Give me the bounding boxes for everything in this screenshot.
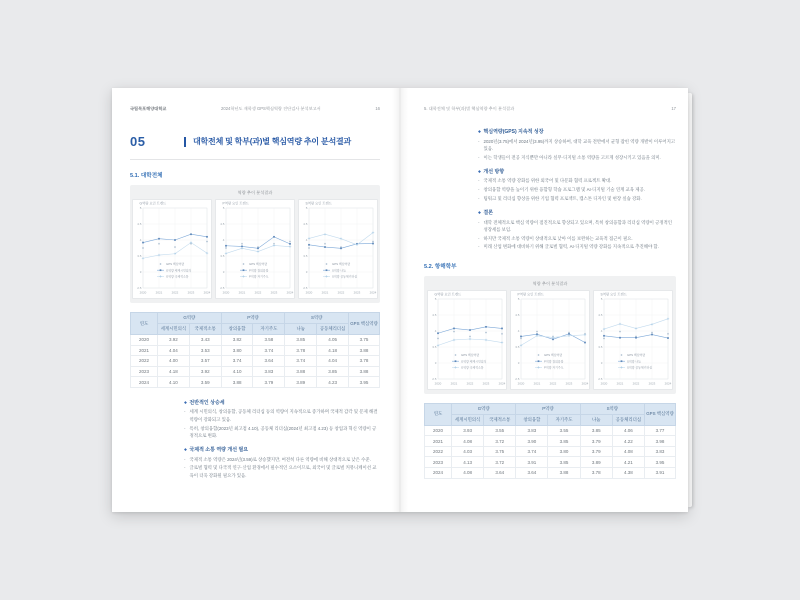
svg-text:P역량 자기주도: P역량 자기주도	[544, 365, 564, 370]
svg-text:3: 3	[517, 360, 520, 365]
score-cell: 3.58	[253, 335, 285, 346]
bullet-section-title: 국제적 소통 역량 개선 필요	[189, 447, 249, 454]
bullet-section	[478, 209, 676, 251]
group-header: G역량	[452, 403, 516, 414]
bullet-section	[478, 168, 676, 202]
table-row	[131, 377, 380, 388]
section-divider-bar	[184, 137, 186, 147]
score-cell: 3.78	[580, 468, 612, 479]
score-cell: 4.13	[452, 457, 484, 468]
trend-subplot-svg	[428, 291, 506, 389]
bullet-section-heading	[478, 168, 676, 175]
dash-bullet-icon: -	[478, 219, 480, 225]
score-cell: 4.05	[317, 335, 349, 346]
score-cell: 3.74	[253, 345, 285, 356]
svg-text:2023: 2023	[482, 381, 490, 386]
svg-text:4.5: 4.5	[515, 312, 520, 317]
competency-score-table	[424, 403, 676, 479]
score-cell: 3.95	[645, 457, 676, 468]
group-header: P역량	[221, 313, 285, 324]
score-cell: 3.80	[548, 446, 580, 457]
section-head	[130, 134, 380, 149]
bullet-section	[478, 128, 676, 161]
score-cell: 4.38	[612, 468, 644, 479]
score-cell: 4.23	[317, 377, 349, 388]
svg-text:2021: 2021	[155, 290, 163, 295]
running-header-left	[130, 106, 380, 112]
score-cell: 4.08	[452, 436, 484, 447]
score-cell: 3.57	[189, 356, 221, 367]
bullet-section-title: 핵심역량(GPS) 지속적 성장	[483, 129, 544, 135]
svg-text:4.5: 4.5	[598, 312, 603, 317]
svg-text:S역량 나눔: S역량 나눔	[332, 268, 346, 273]
bullet-item-text: 특히, 창의융합(2023년 최고점 4.10), 공동체 리더십(2024년 최고점 4.23) 등 창업과 혁신 역량이 긍정적으로 변화.	[189, 425, 377, 438]
svg-text:P역량 자기주도: P역량 자기주도	[249, 274, 269, 279]
svg-text:3.5: 3.5	[515, 344, 520, 349]
svg-text:2.5: 2.5	[432, 376, 437, 381]
score-cell: 4.10	[158, 377, 190, 388]
score-cell: 3.55	[548, 425, 580, 436]
factor-column-header: 공동체리더십	[612, 414, 644, 425]
score-cell: 3.83	[645, 446, 676, 457]
svg-text:G역량 세계시민의식: G역량 세계시민의식	[461, 358, 487, 363]
bullet-item	[478, 195, 676, 202]
trend-subplot-2	[298, 199, 378, 299]
score-cell: 3.79	[253, 377, 285, 388]
dash-bullet-icon: -	[184, 456, 186, 462]
chart-panel-title: 역량 추이 분석결과	[532, 280, 568, 286]
score-cell: 4.08	[612, 446, 644, 457]
score-cell: 2020	[425, 425, 452, 436]
score-cell: 3.74	[516, 446, 548, 457]
svg-text:GPS 핵심역량: GPS 핵심역량	[166, 262, 185, 267]
score-cell: 2022	[425, 446, 452, 457]
score-cell: 4.21	[612, 457, 644, 468]
factor-column-header: 국제적소통	[189, 324, 221, 335]
table-row	[425, 446, 676, 457]
svg-text:P역량 창의융합: P역량 창의융합	[249, 268, 269, 273]
bullet-item-text: 글로벌 협력 및 다국적 연구·산업 환경에서 필수적인 요소이므로, 외국어 및 글로벌 커뮤니케이션 교육이 더욱 강화될 필요가 있음.	[189, 465, 377, 478]
svg-text:2022: 2022	[337, 290, 345, 295]
svg-text:3.5: 3.5	[598, 344, 603, 349]
score-cell: 2020	[131, 335, 158, 346]
bullet-item	[184, 464, 380, 479]
score-cell: 2021	[425, 436, 452, 447]
dash-bullet-icon: -	[184, 409, 186, 415]
score-cell: 4.08	[452, 468, 484, 479]
bullet-section-heading	[184, 399, 380, 406]
table-row	[131, 356, 380, 367]
svg-text:S역량 나눔: S역량 나눔	[627, 358, 641, 363]
group-header: S역량	[285, 313, 349, 324]
score-cell: 3.85	[580, 425, 612, 436]
bullet-item-text: 세계 시민의식, 창의융합, 공동체 리더십 등의 역량이 지속적으로 증가하며 국제적 감각 및 문제 해결 역량이 강화되고 있음.	[189, 409, 378, 422]
trend-subplot-1	[510, 290, 590, 390]
score-cell: 3.82	[221, 335, 253, 346]
score-cell: 3.88	[349, 345, 380, 356]
table-row	[425, 468, 676, 479]
svg-text:4: 4	[600, 328, 603, 333]
svg-text:3: 3	[305, 270, 308, 275]
dash-bullet-icon: -	[478, 187, 480, 193]
score-cell: 3.64	[253, 356, 285, 367]
score-cell: 2023	[131, 366, 158, 377]
svg-text:G역량 세계시민의식: G역량 세계시민의식	[166, 268, 192, 273]
trend-subplot-svg	[133, 200, 211, 298]
svg-text:3: 3	[139, 270, 142, 275]
svg-text:2021: 2021	[533, 381, 541, 386]
score-cell: 3.78	[349, 356, 380, 367]
score-cell: 4.06	[612, 425, 644, 436]
report-title: 2024학년도 재학생 GPS핵심역량 진단검사 분석보고서	[221, 106, 321, 111]
svg-text:P역량 요인 트렌드: P역량 요인 트렌드	[517, 292, 544, 297]
svg-text:2021: 2021	[616, 381, 624, 386]
svg-text:3: 3	[434, 360, 437, 365]
dash-bullet-icon: -	[478, 154, 480, 160]
bullet-item	[478, 219, 676, 234]
factor-column-header: 국제적소통	[484, 414, 516, 425]
score-cell: 4.04	[158, 345, 190, 356]
chart-panel-title: 역량 추이 분석결과	[237, 190, 273, 195]
svg-text:2.5: 2.5	[220, 286, 225, 291]
score-cell: 3.95	[349, 377, 380, 388]
score-cell: 3.78	[285, 345, 317, 356]
bullet-section-heading	[478, 128, 676, 135]
score-cell: 3.85	[285, 335, 317, 346]
trend-chart-panel-navigation	[424, 276, 676, 394]
trend-subplot-0	[132, 199, 212, 299]
svg-text:3.5: 3.5	[303, 254, 308, 259]
factor-column-header: 세계시민의식	[158, 324, 190, 335]
bullet-item	[478, 243, 676, 250]
svg-text:2024: 2024	[581, 381, 589, 386]
svg-text:4: 4	[517, 328, 520, 333]
svg-text:GPS 핵심역량: GPS 핵심역량	[627, 352, 646, 357]
score-cell: 3.79	[580, 436, 612, 447]
score-cell: 3.59	[189, 377, 221, 388]
bullet-section-heading	[184, 446, 380, 453]
svg-text:5: 5	[434, 296, 437, 301]
analysis-bullets-left	[184, 399, 380, 479]
svg-text:2.5: 2.5	[515, 376, 520, 381]
diamond-bullet-icon: ◆	[184, 400, 187, 405]
svg-text:2024: 2024	[664, 381, 672, 386]
svg-text:S역량 공동체리더십: S역량 공동체리더십	[627, 365, 653, 370]
bullet-item	[478, 154, 676, 161]
svg-text:G역량 국제적소통: G역량 국제적소통	[166, 274, 189, 279]
bullet-item-text: 이는 학생들이 전공 지식뿐만 아니라 실무·디지털 소통 역량을 고르게 성장시키고 있음을 의미.	[483, 154, 661, 160]
svg-text:5: 5	[139, 206, 142, 211]
score-cell: 3.88	[349, 366, 380, 377]
score-cell: 3.72	[484, 457, 516, 468]
score-cell: 3.64	[516, 468, 548, 479]
svg-text:S역량 공동체리더십: S역량 공동체리더십	[332, 274, 358, 279]
diamond-bullet-icon: ◆	[478, 129, 481, 134]
svg-text:2022: 2022	[171, 290, 179, 295]
svg-text:5: 5	[222, 206, 225, 211]
bullet-item-text: 미래 산업 변화에 대비하기 위해 글로벌 협력, AI·디지털 역량 강화를 지속적으로 추진해야 함.	[483, 244, 659, 250]
score-cell: 3.90	[516, 436, 548, 447]
table-row	[425, 425, 676, 436]
trend-subplot-svg	[594, 291, 672, 389]
svg-text:2022: 2022	[549, 381, 557, 386]
svg-text:2023: 2023	[648, 381, 656, 386]
score-cell: 3.85	[548, 436, 580, 447]
svg-text:3.5: 3.5	[432, 344, 437, 349]
factor-column-header: 자기주도	[548, 414, 580, 425]
score-cell: 3.89	[580, 457, 612, 468]
svg-text:2020: 2020	[434, 381, 442, 386]
group-header: S역량	[580, 403, 644, 414]
table-row	[425, 436, 676, 447]
svg-text:P역량 요인 트렌드: P역량 요인 트렌드	[222, 201, 249, 206]
trend-subplot-svg	[511, 291, 589, 389]
svg-text:4: 4	[434, 328, 437, 333]
score-table-wrap-navigation	[424, 403, 676, 479]
score-cell: 4.00	[158, 356, 190, 367]
report-spread	[112, 88, 688, 512]
score-cell: 3.53	[189, 345, 221, 356]
svg-text:2020: 2020	[139, 290, 147, 295]
svg-text:3.5: 3.5	[137, 254, 142, 259]
group-header: G역량	[158, 313, 222, 324]
svg-text:2021: 2021	[321, 290, 329, 295]
bullet-section-title: 개선 방향	[483, 168, 505, 175]
bullet-section-heading	[478, 209, 676, 216]
diamond-bullet-icon: ◆	[478, 169, 481, 174]
bullet-item	[184, 425, 380, 440]
year-column-header: 연도	[131, 313, 158, 335]
svg-text:2021: 2021	[450, 381, 458, 386]
svg-text:4: 4	[305, 238, 308, 243]
trend-chart-panel-university	[130, 185, 380, 303]
svg-text:2020: 2020	[305, 290, 313, 295]
svg-text:2022: 2022	[466, 381, 474, 386]
factor-column-header: 자기주도	[253, 324, 285, 335]
bullet-section-title: 결론	[483, 210, 494, 217]
dash-bullet-icon: -	[478, 235, 480, 241]
dash-bullet-icon: -	[184, 425, 186, 431]
score-cell: 2022	[131, 356, 158, 367]
table-row	[131, 345, 380, 356]
svg-text:GPS 핵심역량: GPS 핵심역량	[332, 262, 351, 267]
svg-text:S역량 요인 트렌드: S역량 요인 트렌드	[305, 201, 332, 206]
score-cell: 3.74	[221, 356, 253, 367]
score-cell: 3.75	[349, 335, 380, 346]
score-cell: 2023	[425, 457, 452, 468]
svg-text:4.5: 4.5	[220, 222, 225, 227]
page-number: 16	[375, 106, 380, 111]
factor-column-header: 세계시민의식	[452, 414, 484, 425]
svg-text:2024: 2024	[286, 290, 294, 295]
bullet-item-text: 2020년(3.75)에서 2024년(3.95)까지 상승하여, 대학 교육 전반에서 균형 잡힌 역량 개발이 이루어지고 있음.	[483, 138, 676, 151]
bullet-item	[478, 235, 676, 242]
bullet-item-text: 국제적 소통 역량 강화를 위한 외국어 및 다문화 협력 프로젝트 확대.	[483, 178, 612, 184]
group-header: P역량	[516, 403, 580, 414]
diamond-bullet-icon: ◆	[184, 447, 187, 452]
score-cell: 3.88	[221, 377, 253, 388]
score-cell: 3.43	[189, 335, 221, 346]
horizontal-rule	[130, 159, 380, 160]
score-cell: 3.77	[645, 425, 676, 436]
table-row	[131, 335, 380, 346]
score-cell: 4.18	[158, 366, 190, 377]
svg-text:2020: 2020	[600, 381, 608, 386]
svg-text:2023: 2023	[187, 290, 195, 295]
score-cell: 3.88	[285, 366, 317, 377]
bullet-item-text: 창의융합 역량을 높이기 위한 융합형 학습 프로그램 및 AI·디지털 기술 연계 교육 제공.	[483, 187, 645, 193]
svg-text:4.5: 4.5	[137, 222, 142, 227]
score-table-wrap-university	[130, 312, 380, 388]
svg-text:2022: 2022	[632, 381, 640, 386]
factor-column-header: 창의융합	[516, 414, 548, 425]
bullet-item	[184, 456, 380, 463]
dash-bullet-icon: -	[478, 244, 480, 250]
svg-text:5: 5	[305, 206, 308, 211]
svg-text:2.5: 2.5	[598, 376, 603, 381]
dash-bullet-icon: -	[478, 178, 480, 184]
subplot-row	[427, 290, 673, 390]
running-header-right	[424, 106, 676, 112]
chapter-running-title: 5. 대학전체 및 학부(과)별 핵심역량 추이 분석결과	[424, 106, 515, 111]
score-cell: 2021	[131, 345, 158, 356]
bullet-item	[478, 138, 676, 153]
analysis-bullets-right	[478, 128, 676, 251]
trend-subplot-svg	[299, 200, 377, 298]
bullet-item	[478, 186, 676, 193]
score-cell: 2024	[425, 468, 452, 479]
score-cell: 4.10	[221, 366, 253, 377]
bullet-item-text: 하지만 국제적 소통 역량이 상대적으로 낮아 이를 보완하는 교육적 접근이 필요.	[483, 235, 633, 241]
factor-column-header: 나눔	[285, 324, 317, 335]
svg-text:2024: 2024	[498, 381, 506, 386]
svg-text:2023: 2023	[270, 290, 278, 295]
factor-column-header: 창의융합	[221, 324, 253, 335]
table-row	[425, 457, 676, 468]
subsection-title-5-2: 5.2. 항해학부	[424, 263, 457, 270]
score-cell: 4.03	[452, 446, 484, 457]
dash-bullet-icon: -	[478, 138, 480, 144]
score-cell: 3.79	[580, 446, 612, 457]
score-cell: 3.83	[516, 425, 548, 436]
score-cell: 3.89	[285, 377, 317, 388]
score-cell: 3.64	[484, 468, 516, 479]
trend-subplot-0	[427, 290, 507, 390]
university-name: 국립목포해양대학교	[130, 106, 167, 111]
svg-text:2020: 2020	[517, 381, 525, 386]
bullet-item-text: 국제적 소통 역량은 2024년(3.59)로 상승했지만, 여전히 다른 역량에 비해 상대적으로 낮은 수준.	[189, 456, 371, 462]
score-cell: 3.91	[645, 468, 676, 479]
year-column-header: 연도	[425, 403, 452, 425]
score-cell: 3.92	[189, 366, 221, 377]
svg-text:2023: 2023	[565, 381, 573, 386]
gps-column-header: GPS 핵심역량	[349, 313, 380, 335]
score-cell: 3.72	[484, 436, 516, 447]
bullet-item	[184, 408, 380, 423]
svg-text:P역량 창의융합: P역량 창의융합	[544, 358, 564, 363]
svg-text:2023: 2023	[353, 290, 361, 295]
score-cell: 3.85	[317, 366, 349, 377]
score-cell: 4.04	[317, 356, 349, 367]
svg-text:2.5: 2.5	[137, 286, 142, 291]
subplot-row	[133, 199, 377, 299]
score-cell: 3.75	[484, 446, 516, 457]
bullet-section	[184, 446, 380, 479]
svg-text:2020: 2020	[222, 290, 230, 295]
trend-subplot-svg	[216, 200, 294, 298]
gps-column-header: GPS 핵심역량	[645, 403, 676, 425]
section-title: 대학전체 및 학부(과)별 핵심역량 추이 분석결과	[193, 137, 352, 146]
score-cell: 3.91	[516, 457, 548, 468]
section-number: 05	[130, 134, 146, 149]
score-cell: 2024	[131, 377, 158, 388]
svg-text:5: 5	[517, 296, 520, 301]
svg-text:2022: 2022	[254, 290, 262, 295]
score-cell: 3.55	[484, 425, 516, 436]
svg-text:GPS 핵심역량: GPS 핵심역량	[461, 352, 480, 357]
svg-text:2024: 2024	[203, 290, 211, 295]
bullet-item	[478, 177, 676, 184]
score-cell: 3.83	[253, 366, 285, 377]
svg-text:4: 4	[222, 238, 225, 243]
score-cell: 3.85	[548, 457, 580, 468]
svg-text:3: 3	[222, 270, 225, 275]
competency-score-table	[130, 312, 380, 388]
subsection-title-5-1: 5.1. 대학전체	[130, 173, 163, 179]
diamond-bullet-icon: ◆	[478, 210, 481, 215]
svg-text:G역량 국제적소통: G역량 국제적소통	[461, 365, 484, 370]
page-left	[112, 88, 400, 512]
score-cell: 4.18	[317, 345, 349, 356]
svg-text:G역량 요인 트렌드: G역량 요인 트렌드	[434, 292, 462, 297]
dash-bullet-icon: -	[478, 195, 480, 201]
svg-text:GPS 핵심역량: GPS 핵심역량	[249, 262, 268, 267]
svg-text:4: 4	[139, 238, 142, 243]
bullet-item-text: 팀워크 및 리더십 향상을 위한 기업 협력 프로젝트, 캡스톤 디자인 및 현장 실습 강화.	[483, 195, 642, 201]
factor-column-header: 공동체리더십	[317, 324, 349, 335]
svg-text:2024: 2024	[369, 290, 377, 295]
svg-text:S역량 요인 트렌드: S역량 요인 트렌드	[600, 292, 627, 297]
score-cell: 3.80	[221, 345, 253, 356]
svg-text:5: 5	[600, 296, 603, 301]
dash-bullet-icon: -	[184, 465, 186, 471]
bullet-section	[184, 399, 380, 439]
page-right	[400, 88, 688, 512]
page-number: 17	[671, 106, 676, 111]
score-cell: 4.22	[612, 436, 644, 447]
score-cell: 3.88	[548, 468, 580, 479]
bullet-item-text: 대학 전체적으로 핵심 역량이 점진적으로 향상되고 있으며, 특히 창의융합과 리더십 역량이 긍정적인 성장세를 보임.	[483, 219, 673, 232]
trend-subplot-2	[593, 290, 673, 390]
score-cell: 3.93	[452, 425, 484, 436]
svg-text:2021: 2021	[238, 290, 246, 295]
score-cell: 3.98	[645, 436, 676, 447]
score-cell: 3.74	[285, 356, 317, 367]
svg-text:GPS 핵심역량: GPS 핵심역량	[544, 352, 563, 357]
trend-subplot-1	[215, 199, 295, 299]
svg-text:2.5: 2.5	[303, 286, 308, 291]
svg-text:G역량 요인 트렌드: G역량 요인 트렌드	[139, 201, 167, 206]
svg-text:3: 3	[600, 360, 603, 365]
factor-column-header: 나눔	[580, 414, 612, 425]
table-row	[131, 366, 380, 377]
bullet-section-title: 전반적인 상승세	[189, 399, 225, 406]
score-cell: 3.92	[158, 335, 190, 346]
svg-text:4.5: 4.5	[432, 312, 437, 317]
svg-text:3.5: 3.5	[220, 254, 225, 259]
svg-text:4.5: 4.5	[303, 222, 308, 227]
